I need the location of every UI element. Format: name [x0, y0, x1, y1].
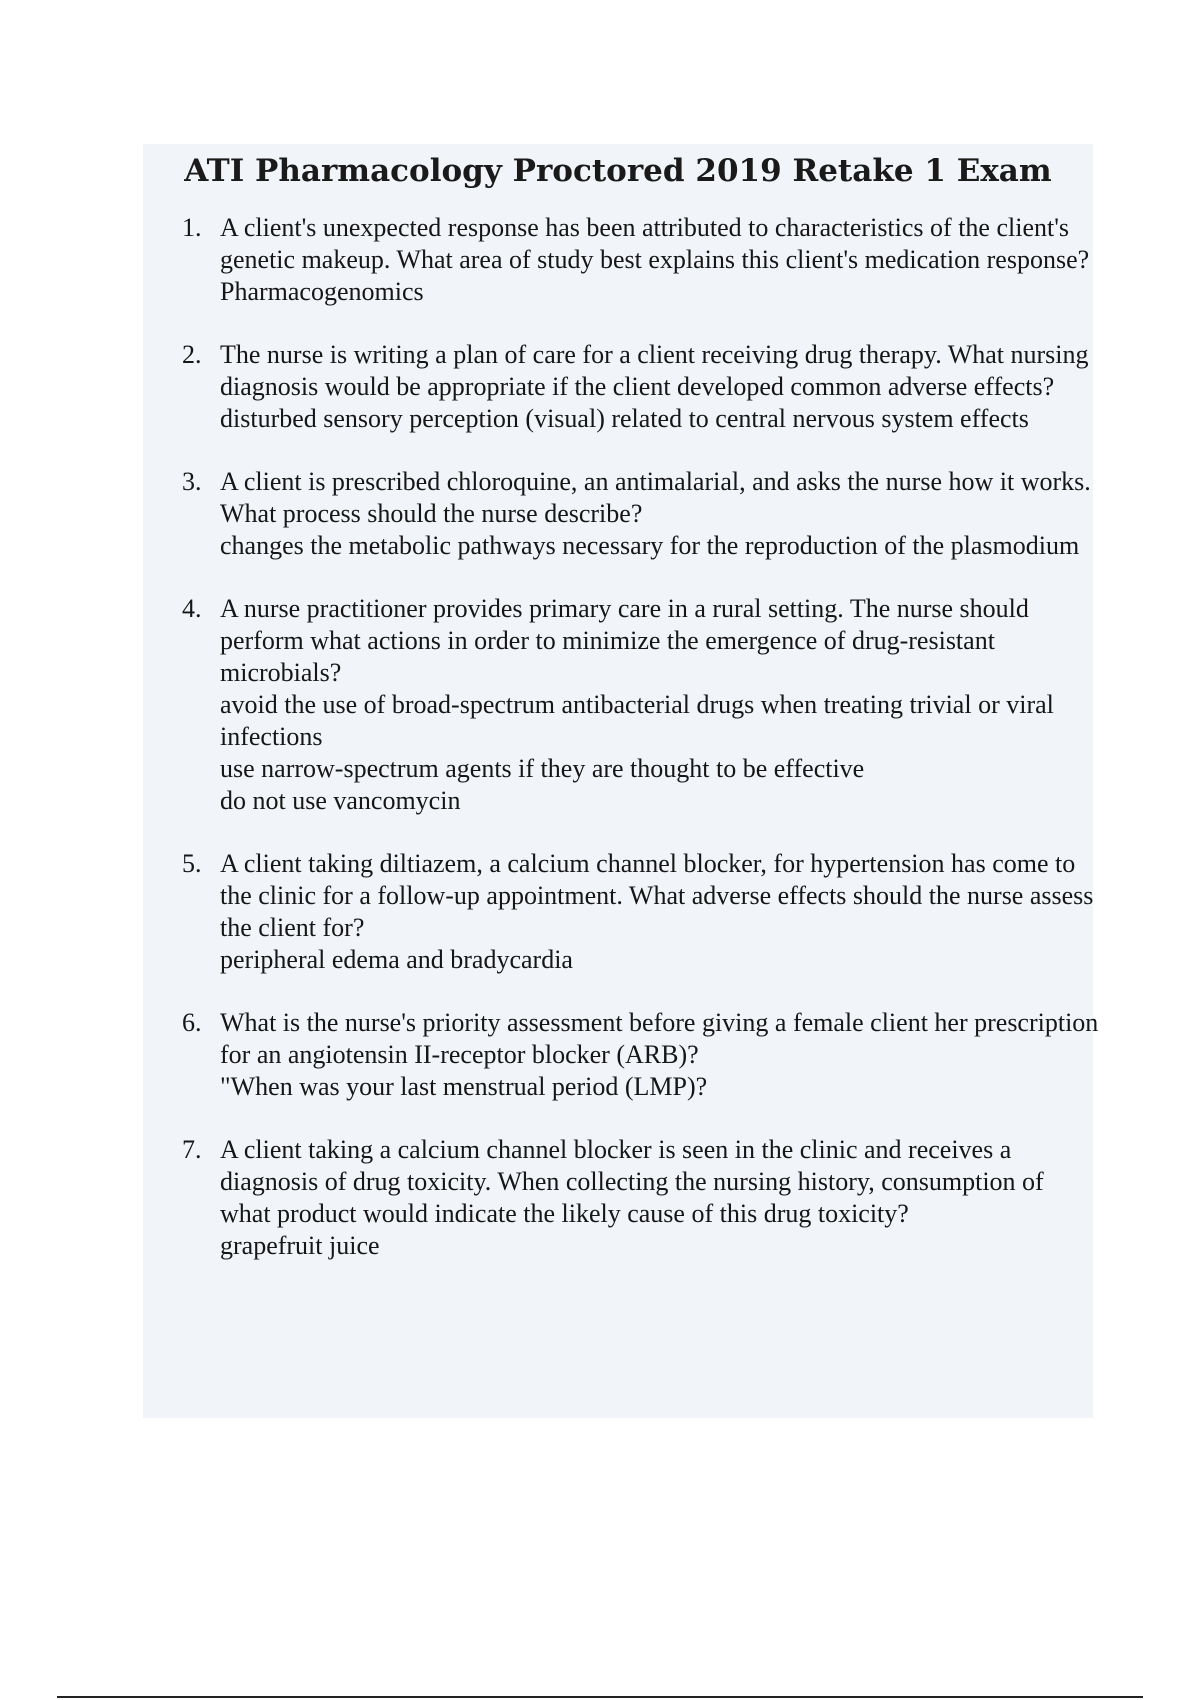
- question-item: [180, 339, 1100, 435]
- answer-text: grapefruit juice: [220, 1231, 380, 1260]
- answer-text: avoid the use of broad-spectrum antibacterial drugs when treating trivial or viral infections: [220, 690, 1054, 751]
- question-item: [180, 212, 1100, 308]
- question-number: 7.: [182, 1135, 202, 1164]
- question-text: A client taking a calcium channel blocker is seen in the clinic and receives a diagnosis of drug toxicity. When collecting the nursing history, consumption of what product would indicate the likely cause of this drug toxicity?: [220, 1135, 1044, 1228]
- answer-text: use narrow-spectrum agents if they are thought to be effective: [220, 754, 865, 783]
- question-item: [180, 593, 1100, 817]
- question-number: 6.: [182, 1008, 202, 1037]
- question-item: [180, 848, 1100, 976]
- question-number: 2.: [182, 340, 202, 369]
- question-number: 5.: [182, 849, 202, 878]
- question-text: What is the nurse's priority assessment before giving a female client her prescription for an angiotensin II-receptor blocker (ARB)?: [220, 1008, 1099, 1069]
- question-text: The nurse is writing a plan of care for a client receiving drug therapy. What nursing diagnosis would be appropriate if the client developed common adverse effects?: [220, 340, 1089, 401]
- footer-divider: [57, 1696, 1143, 1698]
- page-title: ATI Pharmacology Proctored 2019 Retake 1 Exam: [184, 153, 1052, 189]
- question-list: [180, 212, 1100, 1293]
- question-number: 3.: [182, 467, 202, 496]
- answer-text: disturbed sensory perception (visual) related to central nervous system effects: [220, 404, 1029, 433]
- answer-text: "When was your last menstrual period (LMP)?: [220, 1072, 708, 1101]
- question-text: A nurse practitioner provides primary care in a rural setting. The nurse should perform what actions in order to minimize the emergence of drug-resistant microbials?: [220, 594, 1029, 687]
- question-item: [180, 1134, 1100, 1262]
- question-item: [180, 1007, 1100, 1103]
- answer-text: changes the metabolic pathways necessary for the reproduction of the plasmodium: [220, 531, 1080, 560]
- question-number: 1.: [182, 213, 202, 242]
- question-text: A client taking diltiazem, a calcium channel blocker, for hypertension has come to the clinic for a follow-up appointment. What adverse effects should the nurse assess the client for?: [220, 849, 1094, 942]
- question-number: 4.: [182, 594, 202, 623]
- question-text: A client is prescribed chloroquine, an antimalarial, and asks the nurse how it works. What process should the nurse describe?: [220, 467, 1091, 528]
- answer-text: Pharmacogenomics: [220, 277, 424, 306]
- answer-text: do not use vancomycin: [220, 786, 461, 815]
- question-text: A client's unexpected response has been attributed to characteristics of the client's genetic makeup. What area of study best explains this client's medication response?: [220, 213, 1090, 274]
- question-item: [180, 466, 1100, 562]
- answer-text: peripheral edema and bradycardia: [220, 945, 573, 974]
